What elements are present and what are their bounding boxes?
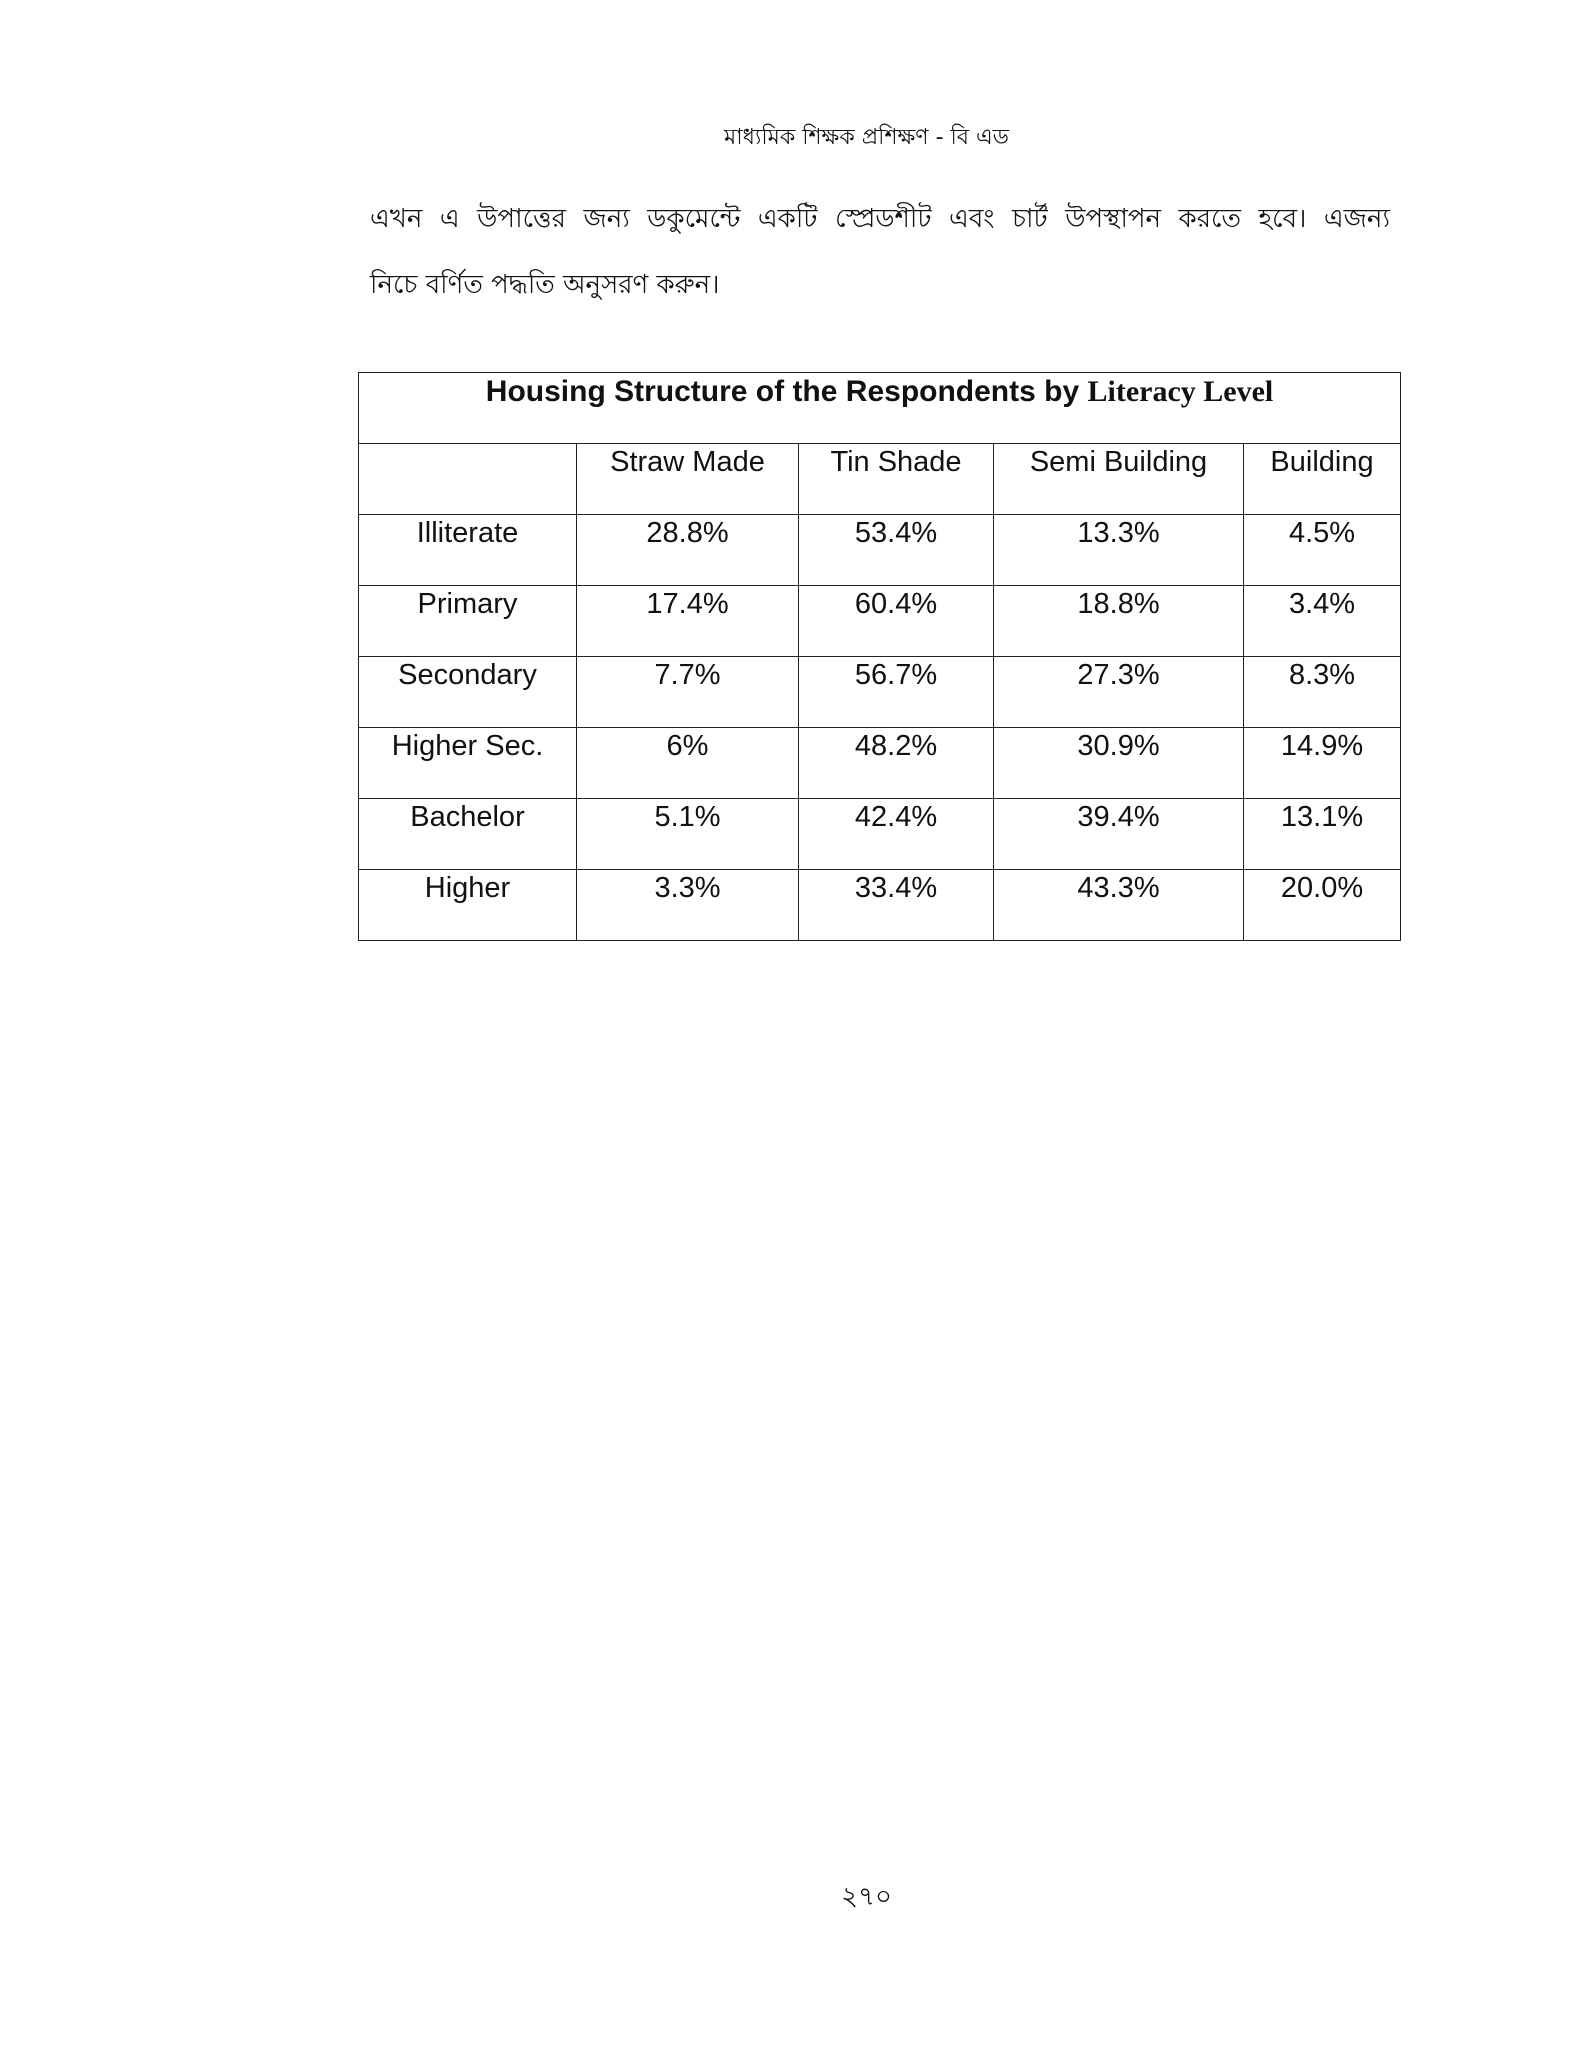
row-label: Higher — [359, 870, 577, 941]
table-cell: 53.4% — [799, 515, 994, 586]
row-label: Bachelor — [359, 799, 577, 870]
column-header: Straw Made — [577, 444, 799, 515]
body-line-1: এখন এ উপাত্তের জন্য ডকুমেন্টে একটি স্প্রেডশীট এবং চার্ট উপস্থাপন করতে হবে। এজন্য — [370, 204, 1390, 234]
table-row — [359, 728, 1401, 799]
table-row — [359, 799, 1401, 870]
body-line-2: নিচে বর্ণিত পদ্ধতি অনুসরণ করুন। — [370, 270, 720, 300]
table-cell: 4.5% — [1244, 515, 1401, 586]
column-header-empty — [359, 444, 577, 515]
table-title-part1: Housing Structure of the Respondents by — [485, 375, 1080, 408]
table-cell: 30.9% — [994, 728, 1244, 799]
table-title-part2: Literacy Level — [1087, 375, 1274, 408]
row-label: Secondary — [359, 657, 577, 728]
table-cell: 42.4% — [799, 799, 994, 870]
table-cell: 6% — [577, 728, 799, 799]
table-cell: 14.9% — [1244, 728, 1401, 799]
table-cell: 43.3% — [994, 870, 1244, 941]
column-header: Tin Shade — [799, 444, 994, 515]
table-cell: 60.4% — [799, 586, 994, 657]
body-paragraph — [370, 186, 1390, 318]
row-label: Primary — [359, 586, 577, 657]
table-cell: 17.4% — [577, 586, 799, 657]
table-cell: 39.4% — [994, 799, 1244, 870]
page-number: ২৭০ — [841, 1882, 892, 1912]
column-header: Building — [1244, 444, 1401, 515]
running-header: মাধ্যমিক শিক্ষক প্রশিক্ষণ - বি এড — [724, 125, 1009, 150]
table-title-row — [359, 373, 1401, 444]
table-row — [359, 515, 1401, 586]
table-title — [359, 373, 1401, 444]
table-cell: 13.1% — [1244, 799, 1401, 870]
table-cell: 56.7% — [799, 657, 994, 728]
table-cell: 48.2% — [799, 728, 994, 799]
table-row — [359, 586, 1401, 657]
table-cell: 27.3% — [994, 657, 1244, 728]
table-header-row — [359, 444, 1401, 515]
table-cell: 3.3% — [577, 870, 799, 941]
table-cell: 28.8% — [577, 515, 799, 586]
row-label: Higher Sec. — [359, 728, 577, 799]
table-cell: 33.4% — [799, 870, 994, 941]
table-cell: 5.1% — [577, 799, 799, 870]
table-cell: 18.8% — [994, 586, 1244, 657]
table-cell: 20.0% — [1244, 870, 1401, 941]
column-header: Semi Building — [994, 444, 1244, 515]
table-cell: 13.3% — [994, 515, 1244, 586]
housing-structure-table — [358, 372, 1401, 941]
table-cell: 3.4% — [1244, 586, 1401, 657]
table-cell: 8.3% — [1244, 657, 1401, 728]
row-label: Illiterate — [359, 515, 577, 586]
table-row — [359, 657, 1401, 728]
table-cell: 7.7% — [577, 657, 799, 728]
table-row — [359, 870, 1401, 941]
